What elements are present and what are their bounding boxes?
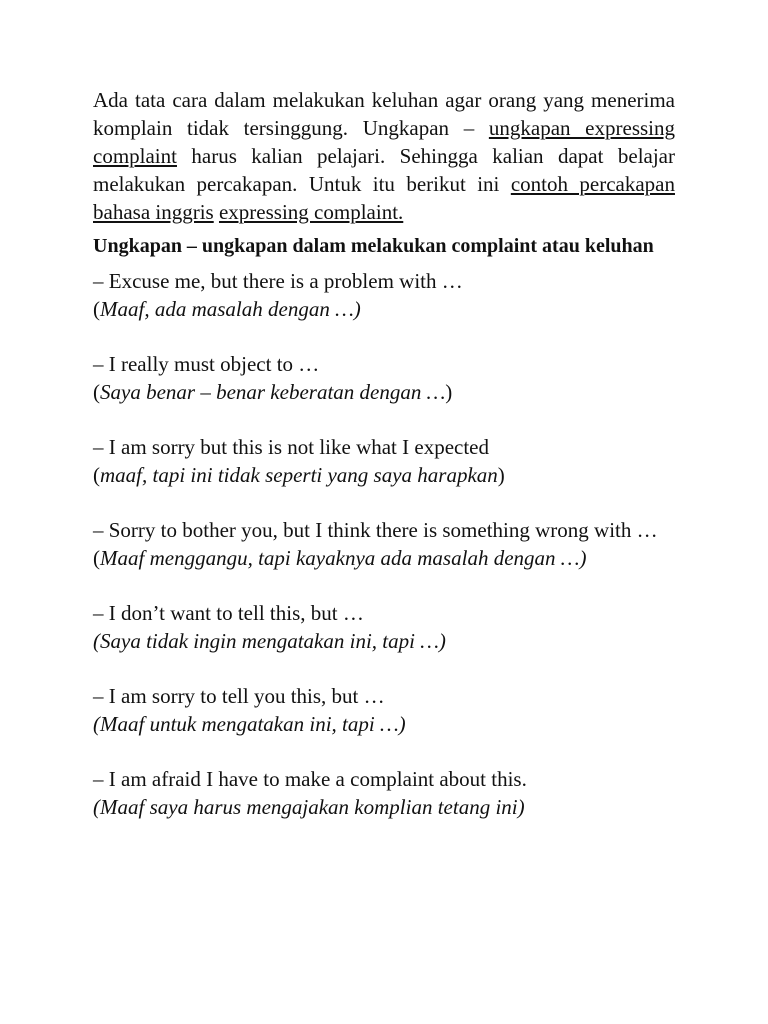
- expression-translation: (maaf, tapi ini tidak seperti yang saya harapkan): [93, 463, 505, 487]
- link-expressing-complaint-2[interactable]: expressing complaint.: [218, 200, 404, 224]
- expression-english: – I don’t want to tell this, but …: [93, 601, 364, 625]
- translation-text: Maaf, ada masalah dengan …: [100, 297, 354, 321]
- link-expressing-complaint[interactable]: ungkapan expressing complaint: [93, 116, 675, 168]
- expression-item: [93, 434, 675, 489]
- intro-text-1: Ada tata cara dalam melakukan keluhan agar orang yang menerima komplain tidak tersinggung. Ungkapan –: [93, 88, 675, 140]
- expression-translation: (Saya tidak ingin mengatakan ini, tapi …): [93, 629, 446, 653]
- expression-item: [93, 683, 675, 738]
- translation-text: maaf, tapi ini tidak seperti yang saya harapkan: [100, 463, 498, 487]
- section-heading: Ungkapan – ungkapan dalam melakukan complaint atau keluhan: [93, 235, 654, 257]
- translation-text: Saya tidak ingin mengatakan ini, tapi …: [100, 629, 439, 653]
- expression-translation: (Maaf untuk mengatakan ini, tapi …): [93, 712, 406, 736]
- expression-english: – I am sorry but this is not like what I expected: [93, 435, 489, 459]
- expression-english: – I am sorry to tell you this, but …: [93, 684, 385, 708]
- expression-item: [93, 517, 675, 572]
- expression-english: – Sorry to bother you, but I think there is something wrong with …: [93, 518, 658, 542]
- expression-translation: (Maaf, ada masalah dengan …): [93, 297, 361, 321]
- expression-item: [93, 766, 675, 821]
- translation-text: Maaf untuk mengatakan ini, tapi …: [100, 712, 399, 736]
- expression-translation: (Maaf menggangu, tapi kayaknya ada masalah dengan …): [93, 546, 587, 570]
- translation-text: Maaf menggangu, tapi kayaknya ada masalah dengan …: [100, 546, 580, 570]
- expression-english: – I really must object to …: [93, 352, 320, 376]
- link-contoh-percakapan[interactable]: contoh percakapan bahasa inggris: [93, 172, 675, 224]
- translation-text: Saya benar – benar keberatan dengan …: [100, 380, 446, 404]
- intro-paragraph: [93, 86, 675, 226]
- expression-translation: (Saya benar – benar keberatan dengan …): [93, 380, 453, 404]
- translation-text: Maaf saya harus mengajakan komplian tetang ini: [100, 795, 518, 819]
- expression-item: [93, 600, 675, 655]
- document-page: [93, 86, 675, 849]
- expression-item: [93, 268, 675, 323]
- expression-english: – I am afraid I have to make a complaint about this.: [93, 767, 527, 791]
- expression-english: – Excuse me, but there is a problem with …: [93, 269, 463, 293]
- expression-item: [93, 351, 675, 406]
- expression-translation: (Maaf saya harus mengajakan komplian tetang ini): [93, 795, 525, 819]
- intro-text-2: harus kalian pelajari. Sehingga kalian dapat belajar melakukan percakapan. Untuk itu berikut ini: [93, 144, 675, 196]
